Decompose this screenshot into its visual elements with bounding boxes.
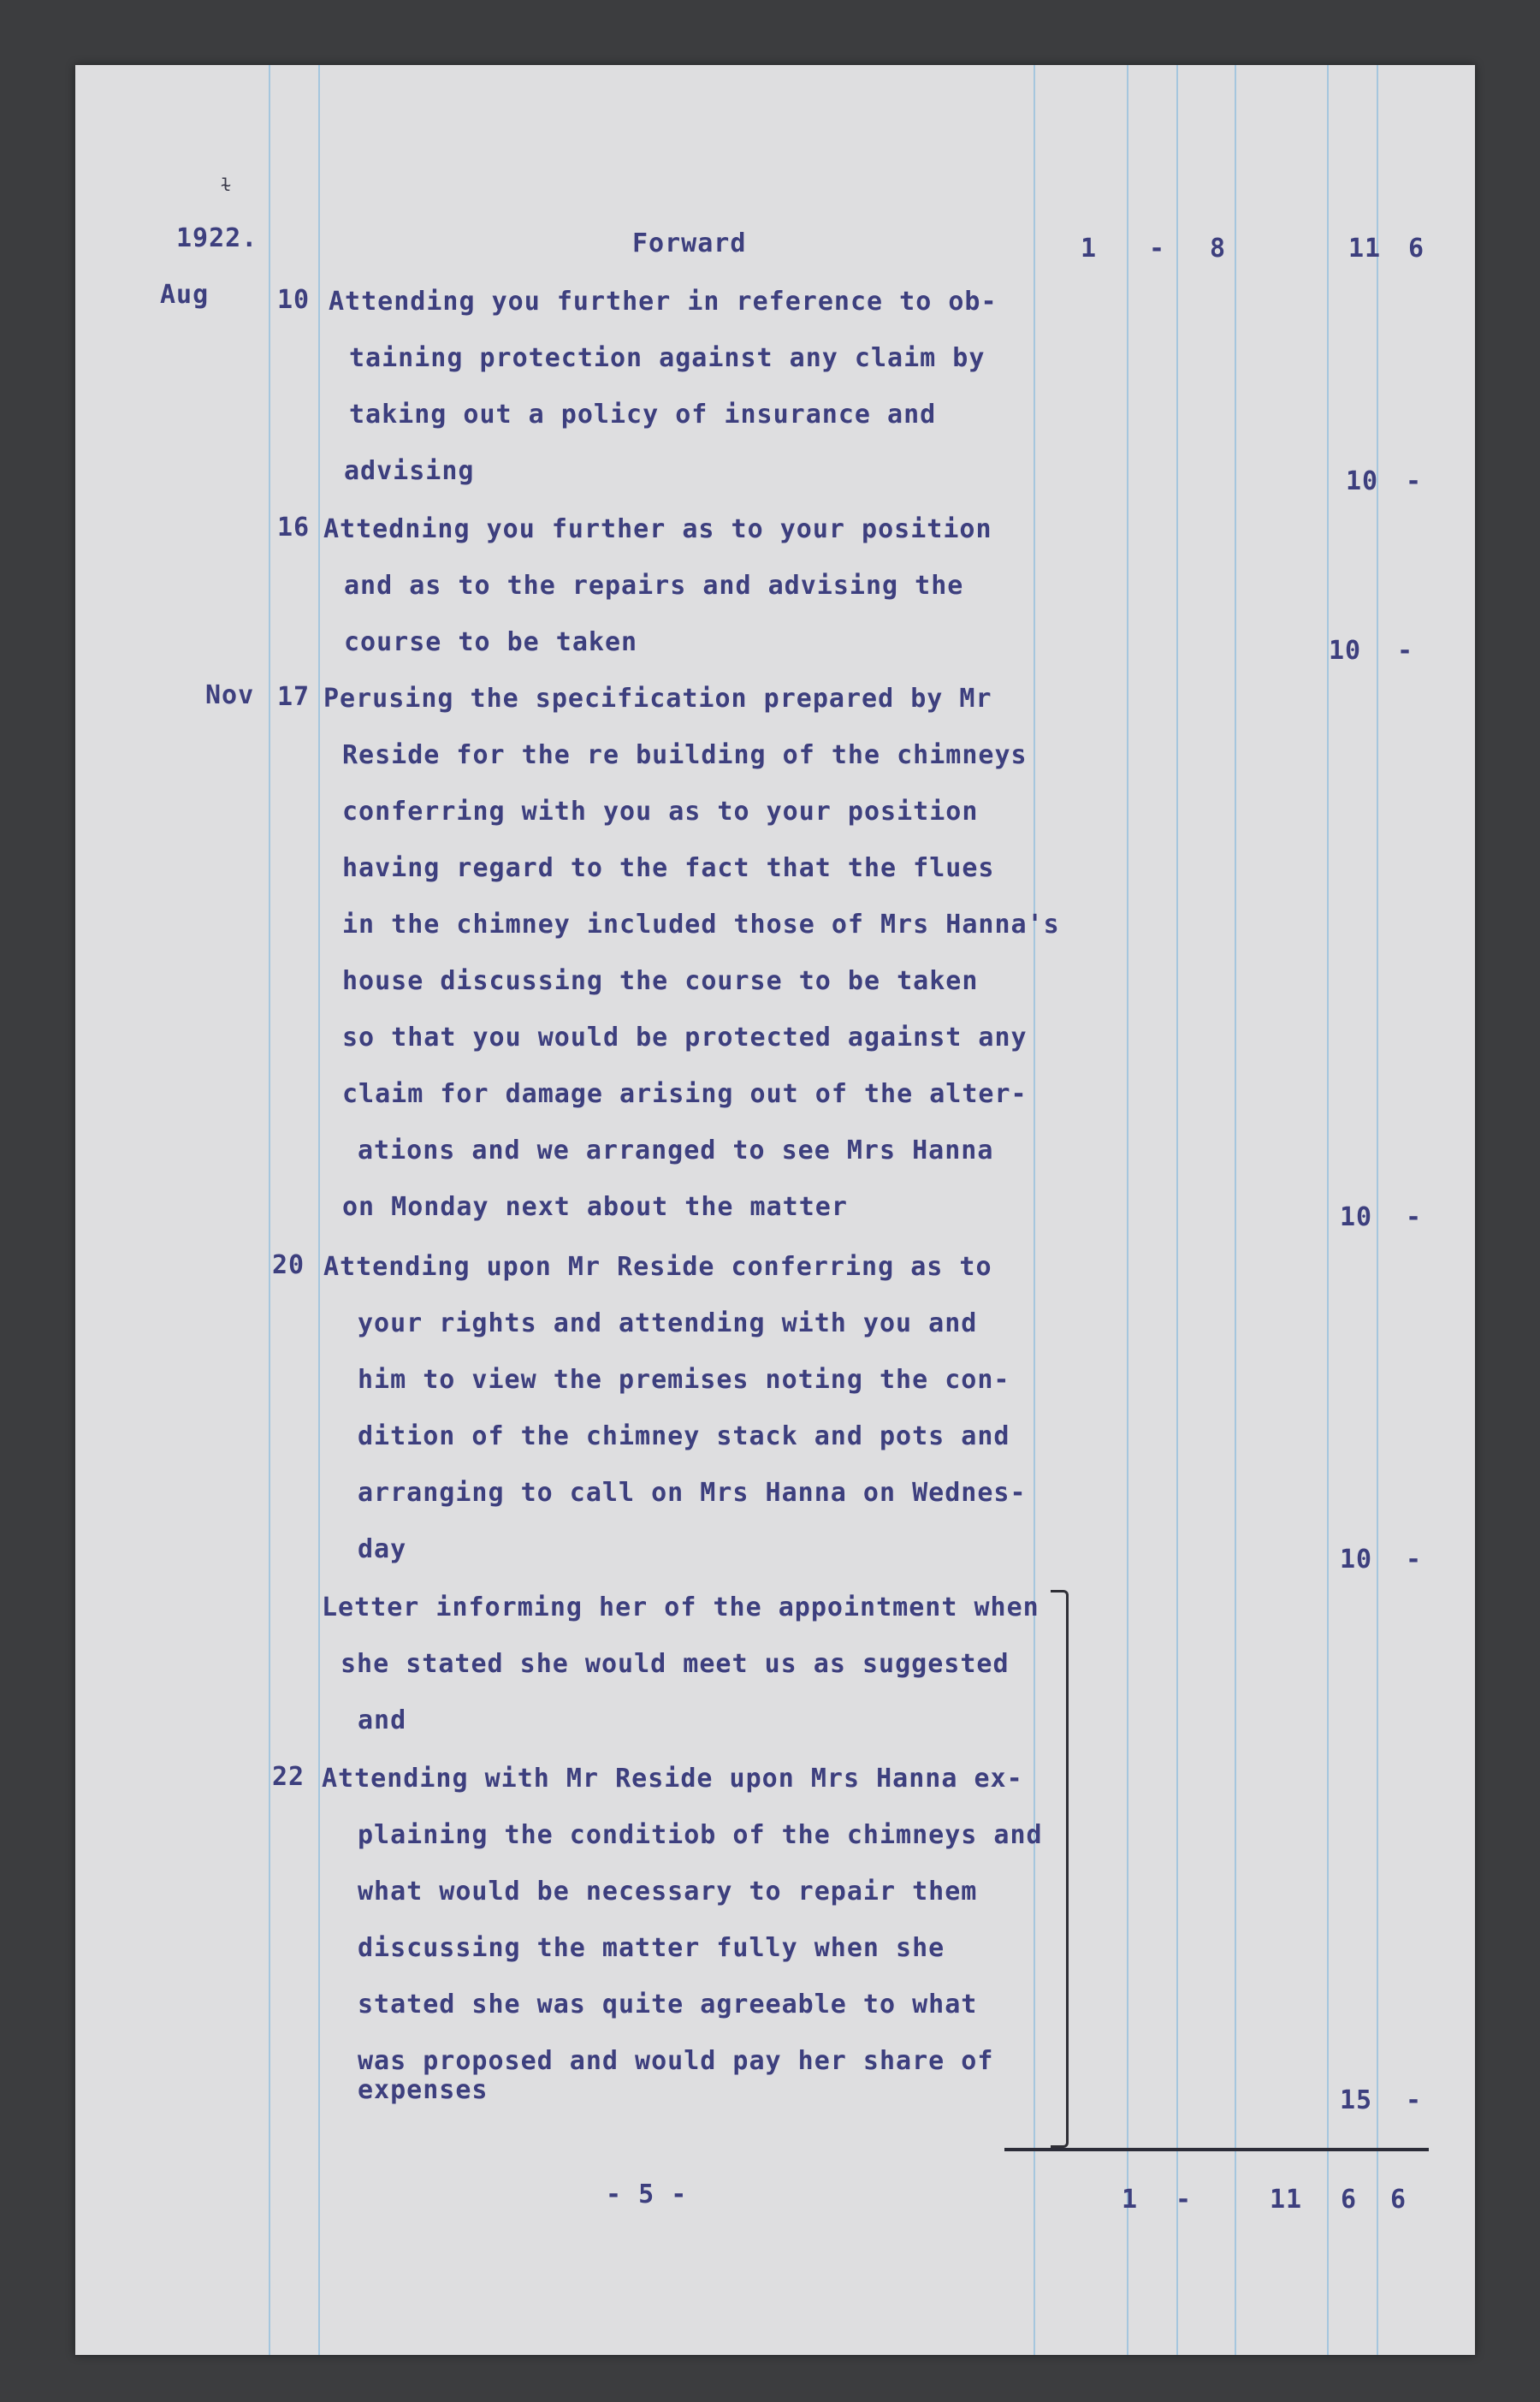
total-farthing: 6 <box>1390 2185 1407 2215</box>
entry-amount-shillings: 10 <box>1340 1202 1373 1232</box>
forward-label: Forward <box>632 228 747 258</box>
entry-line: ations and we arranged to see Mrs Hanna <box>358 1136 994 1165</box>
entry-line: house discussing the course to be taken <box>342 966 979 996</box>
page-number: - 5 - <box>606 2180 688 2209</box>
entry-line: Letter informing her of the appointment when <box>322 1592 1040 1622</box>
column-rule <box>1034 65 1035 2355</box>
entry-line: conferring with you as to your position <box>342 797 979 827</box>
entry-line: your rights and attending with you and <box>358 1308 978 1338</box>
entry-line: taking out a policy of insurance and <box>349 400 937 430</box>
entry-line: Attending with Mr Reside upon Mrs Hanna ex- <box>322 1764 1023 1794</box>
entry-line: course to be taken <box>344 627 638 657</box>
column-rule <box>1377 65 1378 2355</box>
entry-line: expenses <box>358 2075 489 2105</box>
entry-line: Attending upon Mr Reside conferring as to <box>323 1252 992 1282</box>
entry-line: dition of the chimney stack and pots and <box>358 1421 1010 1451</box>
entry-amount-dash: - <box>1406 466 1423 496</box>
total-pounds: 1 <box>1122 2185 1139 2215</box>
column-rule <box>269 65 270 2355</box>
forward-pounds: 1 <box>1081 234 1098 264</box>
entry-amount-shillings: 15 <box>1340 2085 1373 2115</box>
entry-amount-dash: - <box>1406 1202 1423 1232</box>
entry-day: 20 <box>272 1250 305 1280</box>
column-rule <box>318 65 320 2355</box>
ledger-page <box>75 65 1475 2355</box>
entry-line: what would be necessary to repair them <box>358 1877 978 1907</box>
entry-amount-shillings: 10 <box>1346 466 1379 496</box>
entry-day: 17 <box>277 682 311 712</box>
entry-line: having regard to the fact that the flues <box>342 853 995 883</box>
forward-pence: 11 <box>1348 234 1382 264</box>
entry-day: 22 <box>272 1762 305 1792</box>
entry-amount-dash: - <box>1397 636 1414 666</box>
forward-farthing: 6 <box>1408 234 1425 264</box>
entry-line: arranging to call on Mrs Hanna on Wednes- <box>358 1478 1027 1508</box>
column-rule <box>1176 65 1178 2355</box>
entry-day: 10 <box>277 285 311 315</box>
entry-amount-shillings: 10 <box>1329 636 1362 666</box>
entry-line: claim for damage arising out of the alter- <box>342 1079 1028 1109</box>
entry-line: Attending you further in reference to ob- <box>329 287 998 317</box>
entry-line: Attedning you further as to your position <box>323 514 992 544</box>
total-dash: - <box>1176 2185 1193 2215</box>
entry-line: on Monday next about the matter <box>342 1192 848 1222</box>
entry-line: and as to the repairs and advising the <box>344 571 964 601</box>
entry-month: Nov <box>205 680 255 710</box>
entry-line: advising <box>344 456 475 486</box>
total-rule <box>1004 2148 1429 2151</box>
entry-line: Reside for the re building of the chimneys <box>342 740 1028 770</box>
total-pence: 6 <box>1341 2185 1358 2215</box>
forward-shillings: 8 <box>1210 234 1227 264</box>
entry-line: so that you would be protected against any <box>342 1023 1028 1053</box>
entry-line: she stated she would meet us as suggested <box>341 1649 1010 1679</box>
entry-line: stated she was quite agreeable to what <box>358 1990 978 2019</box>
entry-line: and <box>358 1705 407 1735</box>
ink-mark: ɫ <box>221 175 232 195</box>
entry-line: day <box>358 1534 407 1564</box>
entry-day: 16 <box>277 513 311 543</box>
entry-line: Perusing the specification prepared by Mr <box>323 684 992 714</box>
entry-amount-dash: - <box>1406 1545 1423 1575</box>
entry-amount-shillings: 10 <box>1340 1545 1373 1575</box>
column-rule <box>1127 65 1128 2355</box>
column-rule <box>1327 65 1329 2355</box>
entry-line: discussing the matter fully when she <box>358 1933 945 1963</box>
year: 1922. <box>176 223 258 253</box>
total-shillings: 11 <box>1270 2185 1303 2215</box>
grouping-bracket <box>1051 1590 1069 2148</box>
entry-month: Aug <box>160 280 210 310</box>
entry-line: him to view the premises noting the con- <box>358 1365 1010 1395</box>
entry-amount-dash: - <box>1406 2085 1423 2115</box>
entry-line: taining protection against any claim by <box>349 343 986 373</box>
entry-line: in the chimney included those of Mrs Hanna's <box>342 910 1060 940</box>
entry-line: was proposed and would pay her share of <box>358 2046 994 2076</box>
column-rule <box>1235 65 1236 2355</box>
forward-dash: - <box>1149 234 1166 264</box>
entry-line: plaining the conditiob of the chimneys and <box>358 1820 1043 1850</box>
